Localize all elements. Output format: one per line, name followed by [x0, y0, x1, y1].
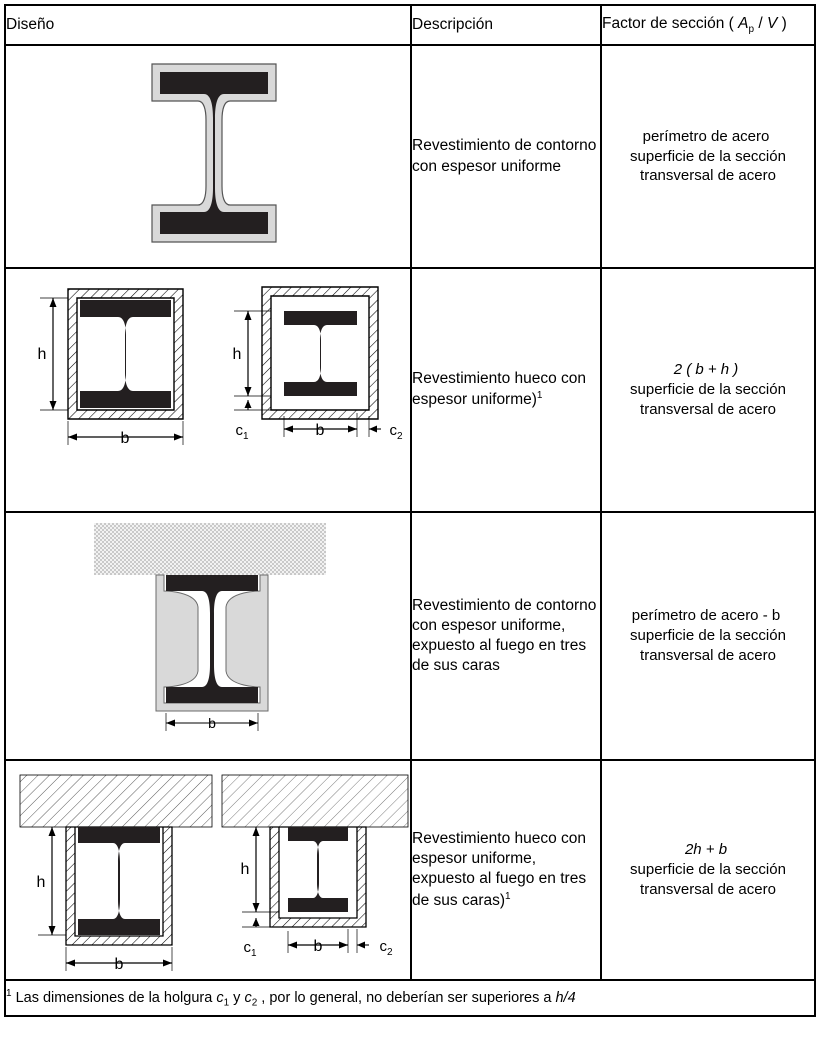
footnote-value: h/4 [555, 989, 576, 1006]
table-row [5, 268, 815, 512]
label-h: h [37, 346, 47, 363]
header-description-label: Descripción [412, 16, 493, 33]
i-beam-contour-encased [124, 58, 304, 248]
b-arrow-right [249, 720, 258, 727]
label-c2: $c_2$ [379, 938, 393, 958]
label-b: b [120, 430, 130, 447]
footnote-c2-letter: c [244, 989, 252, 1006]
steel-section [78, 827, 160, 935]
diagram-cell-contour-three-sides [5, 512, 411, 760]
header-factor-prefix: Factor de sección ( [602, 14, 739, 32]
header-design [5, 5, 411, 45]
b-arrow-right [174, 434, 183, 441]
c1-arrow [253, 918, 260, 926]
label-h: h [232, 346, 242, 363]
table-row [5, 512, 815, 760]
diagram-cell-hollow-three-sides [5, 760, 411, 980]
description-cell [411, 760, 601, 980]
fraction [602, 840, 814, 899]
diagram-cell-hollow-uniform [5, 268, 411, 512]
factor-cell [601, 268, 815, 512]
denominator-line2: transversal de acero [640, 646, 776, 664]
steel-section [80, 300, 171, 408]
table-row [5, 760, 815, 980]
fraction-numerator: 2h + b [684, 841, 728, 859]
box-encased-with-clearance [220, 279, 420, 459]
description-text: Revestimiento hueco con espesor uniforme) [412, 370, 587, 409]
denominator-line1: superficie de la sección [630, 861, 786, 879]
h-arrow-bottom [245, 387, 252, 396]
box-encased-tight [20, 279, 220, 459]
fraction-denominator [602, 855, 814, 900]
steel-section [284, 311, 357, 396]
label-b: b [315, 422, 325, 439]
header-factor-a: A [738, 14, 749, 32]
h-arrow-bottom [50, 401, 57, 410]
denominator-line2: transversal de acero [640, 400, 776, 418]
footnote-marker: 1 [6, 987, 12, 999]
description-text: Revestimiento de contorno con espesor uniforme, expuesto al fuego en tres de sus caras [412, 596, 597, 675]
table-header-row [5, 5, 815, 45]
h-arrow-top [253, 827, 260, 836]
factor-cell [601, 760, 815, 980]
footnote-part1: Las dimensiones de la holgura [11, 989, 217, 1006]
box-encased-under-slab-tight [12, 767, 222, 982]
header-description [411, 5, 601, 45]
diagram-hollow-uniform [6, 269, 410, 511]
header-factor [601, 5, 815, 45]
steel-section [288, 827, 348, 912]
fraction-denominator [602, 621, 814, 666]
b-arrow-left [166, 720, 175, 727]
description-text: Revestimiento de contorno con espesor uniforme [412, 137, 597, 175]
footnote-cell [5, 980, 815, 1016]
concrete-slab [20, 775, 212, 827]
concrete-slab [94, 523, 326, 575]
c1-arrow [245, 400, 252, 408]
label-c2: $c_2$ [389, 422, 403, 442]
label-b: b [114, 956, 124, 973]
b-arrow-right [163, 960, 172, 967]
table-footnote-row [5, 980, 815, 1016]
header-design-label: Diseño [6, 16, 55, 33]
c2-arrow [369, 426, 377, 433]
description-cell [411, 512, 601, 760]
section-factor-table [4, 4, 816, 1017]
fraction-numerator: 2 ( b + h ) [673, 361, 739, 379]
fraction [602, 360, 814, 419]
i-beam-under-slab-contour [94, 521, 334, 736]
label-b: b [208, 715, 216, 731]
fraction-numerator: perímetro de acero [642, 127, 770, 145]
description-cell [411, 45, 601, 268]
c2-arrow [357, 942, 365, 949]
b-arrow-left [66, 960, 75, 967]
b-arrow-right [339, 942, 348, 949]
footnote-c1-letter: c [216, 989, 224, 1006]
label-b: b [313, 938, 323, 955]
b-arrow-left [284, 426, 293, 433]
diagram-cell-contour-uniform [5, 45, 411, 268]
description-cell [411, 268, 601, 512]
table-row [5, 45, 815, 268]
table-sheet [0, 4, 818, 1050]
footnote-c2-sub: 2 [251, 997, 258, 1009]
h-arrow-top [245, 311, 252, 320]
factor-cell [601, 45, 815, 268]
diagram-contour-uniform [6, 46, 410, 267]
description-footnote-marker: 1 [536, 390, 543, 402]
header-factor-v: V [766, 14, 778, 32]
fraction-denominator [602, 375, 814, 420]
h-arrow-bottom [253, 903, 260, 912]
description-text: Revestimiento hueco con espesor uniforme, expuesto al fuego en tres de sus caras) [412, 830, 587, 909]
denominator-line1: superficie de la sección [630, 147, 786, 165]
fraction-numerator: perímetro de acero - b [631, 607, 781, 625]
h-arrow-top [50, 298, 57, 307]
box-encased-under-slab-clearance [214, 767, 414, 982]
denominator-line2: transversal de acero [640, 167, 776, 185]
b-arrow-right [348, 426, 357, 433]
fraction [602, 606, 814, 665]
label-c1: $c_1$ [243, 939, 257, 959]
b-arrow-left [288, 942, 297, 949]
diagram-hollow-three-sides [6, 761, 410, 979]
header-factor-subscript: p [748, 24, 755, 36]
h-arrow-top [49, 827, 56, 836]
b-arrow-left [68, 434, 77, 441]
footnote-c1-sub: 1 [223, 997, 230, 1009]
fraction-denominator [602, 142, 814, 187]
description-footnote-marker: 1 [505, 890, 511, 902]
header-factor-mid: / [754, 14, 767, 32]
factor-cell [601, 512, 815, 760]
fraction [602, 127, 814, 186]
footnote-part2: y [229, 989, 245, 1006]
label-h: h [36, 874, 46, 891]
label-c1: $c_1$ [235, 422, 249, 442]
footnote-part3: , por lo general, no deberían ser superiores a [257, 989, 556, 1006]
denominator-line2: transversal de acero [640, 880, 776, 898]
concrete-slab [222, 775, 408, 827]
label-h: h [240, 861, 250, 878]
diagram-contour-three-sides [6, 513, 410, 759]
denominator-line1: superficie de la sección [630, 381, 786, 399]
header-factor-suffix: ) [777, 14, 787, 32]
h-arrow-bottom [49, 926, 56, 935]
denominator-line1: superficie de la sección [630, 627, 786, 645]
